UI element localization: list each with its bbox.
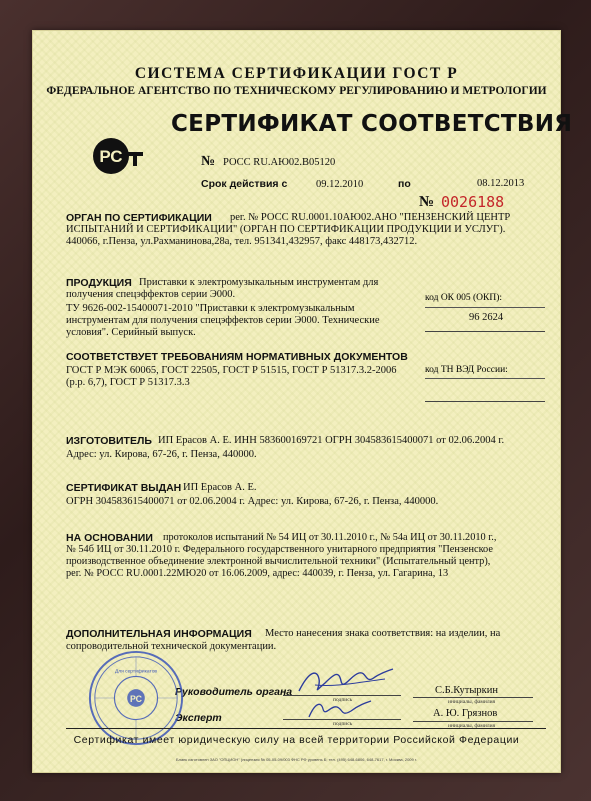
basis-line4: рег. № РОСС RU.0001.22МЮ20 от 16.06.2009, адрес: 440039, г. Пенза, ул. Гагарина, 13 (66, 568, 449, 579)
additional-info-line2: сопроводительной технической документации. (66, 641, 277, 652)
expert-name-line (413, 721, 533, 722)
system-title: СИСТЕМА СЕРТИФИКАЦИИ ГОСТ Р (134, 65, 459, 82)
product-line2: получения спецэффектов серии Э000. (66, 289, 236, 300)
certification-body-line3: 440066, г.Пенза, ул.Рахманинова,28а, тел. 951341,432957, факс 448173,432712. (66, 236, 418, 247)
serial-number: 0026188 (441, 193, 505, 211)
head-name-caption: инициалы, фамилия (448, 699, 496, 705)
additional-info-label: ДОПОЛНИТЕЛЬНАЯ ИНФОРМАЦИЯ (66, 628, 252, 640)
manufacturer-label: ИЗГОТОВИТЕЛЬ (66, 435, 152, 447)
expert-handwritten-signature (305, 695, 375, 723)
tnved-underline (425, 401, 545, 402)
head-name-line (413, 697, 533, 698)
basis-label: НА ОСНОВАНИИ (66, 532, 153, 544)
product-line5: условия". Серийный выпуск. (66, 327, 196, 338)
issued-to-label: СЕРТИФИКАТ ВЫДАН (66, 482, 182, 494)
additional-info-line1: Место нанесения знака соответствия: на изделии, на (265, 628, 501, 639)
expert-label: Эксперт (175, 712, 222, 724)
certification-body-line1: рег. № РОСС RU.0001.10АЮ02.АНО "ПЕНЗЕНСКИЙ ЦЕНТР (230, 212, 511, 223)
serial-no-label: № (419, 194, 435, 210)
conformity-label: СООТВЕТСТВУЕТ ТРЕБОВАНИЯМ НОРМАТИВНЫХ ДОКУМЕНТОВ (66, 351, 408, 363)
product-line3: ТУ 9626-002-15400071-2010 "Приставки к электромузыкальным (66, 303, 355, 314)
tnved-code-label: код ТН ВЭД России: (425, 365, 545, 379)
head-of-body-name: С.Б.Кутыркин (435, 685, 498, 696)
product-line1: Приставки к электромузыкальным инструментам для (139, 277, 379, 288)
certificate-title: СЕРТИФИКАТ СООТВЕТСТВИЯ (171, 111, 573, 137)
certification-body-label: ОРГАН ПО СЕРТИФИКАЦИИ (66, 212, 212, 224)
agency-title: ФЕДЕРАЛЬНОЕ АГЕНТСТВО ПО ТЕХНИЧЕСКОМУ РЕГУЛИРОВАНИЮ И МЕТРОЛОГИИ (46, 85, 547, 97)
expert-name-caption: инициалы, фамилия (448, 723, 496, 729)
head-of-body-label: Руководитель органа (175, 686, 293, 698)
certification-body-line2: ИСПЫТАНИЙ И СЕРТИФИКАЦИИ" (ОРГАН ПО СЕРТИФИКАЦИИ ПРОДУКЦИИ И УСЛУГ). (66, 224, 506, 235)
head-sign-caption: подпись (333, 697, 353, 703)
okp-underline (425, 331, 545, 332)
footer-rule (66, 728, 546, 729)
product-line4: инструментам для получения спецэффектов серии Э000. Технические (66, 315, 380, 326)
validity-to-label: по (398, 178, 411, 190)
legal-validity-note: Сертификат имеет юридическую силу на всей территории Российской Федерации (73, 734, 520, 746)
expert-sign-caption: подпись (333, 721, 353, 727)
okp-code-label: код ОК 005 (ОКП): (425, 293, 545, 308)
official-seal-icon (87, 649, 185, 747)
manufacturer-line2: Адрес: ул. Кирова, 67-26, г. Пенза, 440000. (66, 449, 257, 460)
issued-to-line2: ОГРН 304583615400071 от 02.06.2004 г. Адрес: ул. Кирова, 67-26, г. Пенза, 440000. (66, 496, 439, 507)
manufacturer-line1: ИП Ерасов А. Е. ИНН 583600169721 ОГРН 304583615400071 от 02.06.2004 г. (158, 435, 505, 446)
validity-from: 09.12.2010 (316, 179, 364, 190)
certificate-sheet (32, 30, 573, 773)
conformity-line1: ГОСТ Р МЭК 60065, ГОСТ 22505, ГОСТ Р 51515, ГОСТ Р 51317.3.2-2006 (66, 365, 397, 376)
registration-number: РОСС RU.АЮ02.В05120 (223, 157, 336, 168)
printer-info: Бланк изготовлен ЗАО "ОПЦИОН" (лицензия № 05-05-09/003 ФНС РФ уровень Б; тел. (495) 648-6806, 648-7617, г. Москва, 2009 г. (176, 757, 417, 762)
okp-code-value: 96 2624 (469, 312, 504, 323)
logo-letters: РС (99, 147, 123, 166)
basis-line2: № 54б ИЦ от 30.11.2010 г. Федерального государственного унитарного предприятия "Пензенское (66, 544, 493, 555)
registration-no-label: № (201, 154, 216, 169)
validity-label: Срок действия с (201, 178, 288, 190)
head-handwritten-signature (295, 665, 395, 699)
basis-line3: производственное объединение электронной вычислительной техники" (Испытательный центр), (66, 556, 491, 567)
basis-line1: протоколов испытаний № 54 ИЦ от 30.11.2010 г., № 54а ИЦ от 30.11.2010 г., (163, 532, 497, 543)
product-label: ПРОДУКЦИЯ (66, 277, 132, 289)
conformity-line2: (р.р. 6,7), ГОСТ Р 51317.3.3 (66, 377, 190, 388)
issued-to-line1: ИП Ерасов А. Е. (183, 482, 257, 493)
validity-to: 08.12.2013 (477, 178, 525, 189)
expert-name: А. Ю. Грязнов (433, 708, 498, 719)
seal-center-text: РС (129, 693, 143, 704)
gost-r-logo-icon (91, 135, 149, 177)
seal-inner-text: Для сертификатов (114, 669, 158, 675)
